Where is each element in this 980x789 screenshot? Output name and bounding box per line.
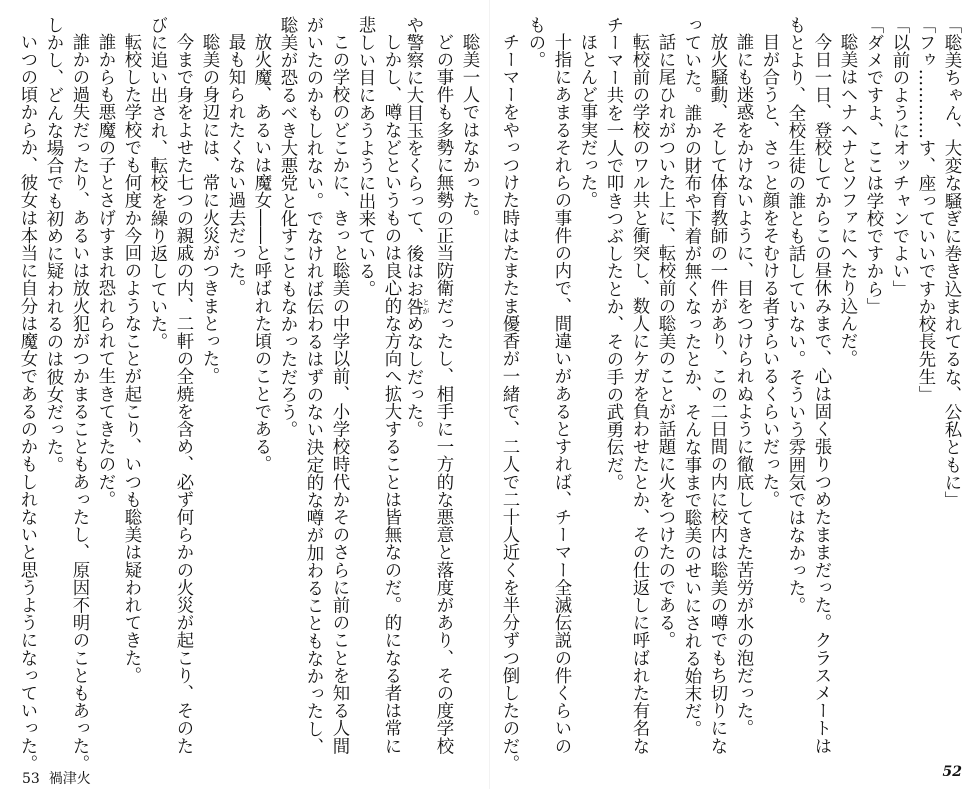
text-line: 放火騒動、そして体育教師の一件があり、この二日間の内に校内は聡美の噂でもち切りにな <box>707 33 727 755</box>
text-line: 聡美はヘナヘナとソファにへたり込んだ。 <box>837 33 857 368</box>
running-title: 禍津火 <box>48 771 91 787</box>
ruby-base: 咎 <box>403 297 423 316</box>
text-line: 十指にあまるそれらの事件の内で、間違いがあるとすれば、チーマー全滅伝説の件くらいの <box>551 33 571 755</box>
text-line: びに追い出され、転校を繰り返していた。 <box>147 16 167 351</box>
page-gutter <box>489 0 490 789</box>
text-line: 悲しい目にあうように出来ている。 <box>355 16 375 298</box>
text-line: 放火魔、あるいは魔女――と呼ばれた頃のことである。 <box>251 33 271 474</box>
text-line: ほとんど事実だった。 <box>577 33 597 210</box>
text-line: 誰かの過失だったり、あるいは放火犯がつかまることもあったし、原因不明のこともあった。 <box>69 33 89 773</box>
text-line: もの。 <box>525 16 545 69</box>
left-page-text <box>12 16 482 773</box>
text-segment: や警察に大目玉をくらって、後はお <box>403 16 423 298</box>
text-line: 話に尾ひれがついた上に、転校前の聡美のことが話題に火をつけたのである。 <box>655 33 675 650</box>
text-line: っていた。誰かの財布や下着が無くなったとか、そんな事まで聡美のせいにされる始末だ。 <box>681 16 701 738</box>
text-line: 「フゥ…………す、座っていいですか校長先生」 <box>915 16 935 404</box>
text-line: 聡美の身辺には、常に火災がつきまとった。 <box>199 33 219 386</box>
text-line: もとより、全校生徒の誰とも話していない。そういう雰囲気ではなかった。 <box>785 16 805 615</box>
text-line: 転校した学校でも何度か今回のようなことが起こり、いつも聡美は疑われてきた。 <box>121 33 141 685</box>
text-line: しかし、どんな場合でも初めに疑われるのは彼女だった。 <box>43 16 63 474</box>
text-line: この学校のどこかに、きっと聡美の中学以前、小学校時代かそのさらに前のことを知る人間 <box>329 33 349 755</box>
ruby-annotation <box>403 297 430 316</box>
text-line: いつの頃からか、彼女は本当に自分は魔女であるのかもしれないと思うようになっていった。 <box>17 33 37 773</box>
text-line: 今まで身をよせた七つの親戚の内、二軒の全焼を含め、必ず何らかの火災が起こり、そのた <box>173 33 193 755</box>
text-line: チーマーをやっつけた時はたまたま優香が一緒で、二人で二十人近くを半分ずつ倒したのだ。 <box>499 33 519 773</box>
text-line: 目が合うと、さっと顔をそむける者すらいるくらいだった。 <box>759 33 779 509</box>
text-line: 「聡美ちゃん、大変な騒ぎに巻き込まれてるな、公私ともに」 <box>941 16 961 509</box>
text-line: 「以前のようにオッチャンでよい」 <box>889 16 909 298</box>
text-line: チーマー共を一人で叩きつぶしたとか、その手の武勇伝だ。 <box>603 16 623 492</box>
text-line: がいたのかもしれない。でなければ伝わるはずのない決定的な噂が加わることもなかったし、 <box>303 16 323 756</box>
text-segment: めなしだった。 <box>403 315 423 439</box>
text-line: 聡美が恐るべき大悪党と化すこともなかっただろう。 <box>277 16 297 439</box>
left-page-footer <box>22 768 91 788</box>
ruby-reading: とが <box>422 297 430 316</box>
text-line: 今日一日、登校してからこの昼休みまで、心は固く張りつめたままだった。クラスメートは <box>811 33 831 755</box>
text-line-with-ruby <box>404 16 430 751</box>
page-number-left: 53 <box>22 771 40 787</box>
text-line: 誰にも迷惑をかけないように、目をつけられぬように徹底してきた苦労が水の泡だった。 <box>733 33 753 738</box>
page-number-right: 52 <box>942 764 962 780</box>
text-line: 誰からも悪魔の子とさげすまれ恐れられて生きてきたのだ。 <box>95 33 115 509</box>
text-line: 最も知られたくない過去だった。 <box>225 33 245 298</box>
text-line: 「ダメですよ、ここは学校ですから」 <box>863 16 883 316</box>
text-line: 聡美一人ではなかった。 <box>459 33 479 227</box>
text-line: しかし、噂などというものは良心的な方向へ拡大することは皆無なのだ。的になる者は常に <box>381 33 401 755</box>
text-line: どの事件も多勢に無勢の正当防衛だったし、相手に一方的な悪意と落度があり、その度学校 <box>433 33 453 755</box>
text-line: 転校前の学校のワル共と衝突し、数人にケガを負わせたとか、その仕返しに呼ばれた有名な <box>629 33 649 755</box>
